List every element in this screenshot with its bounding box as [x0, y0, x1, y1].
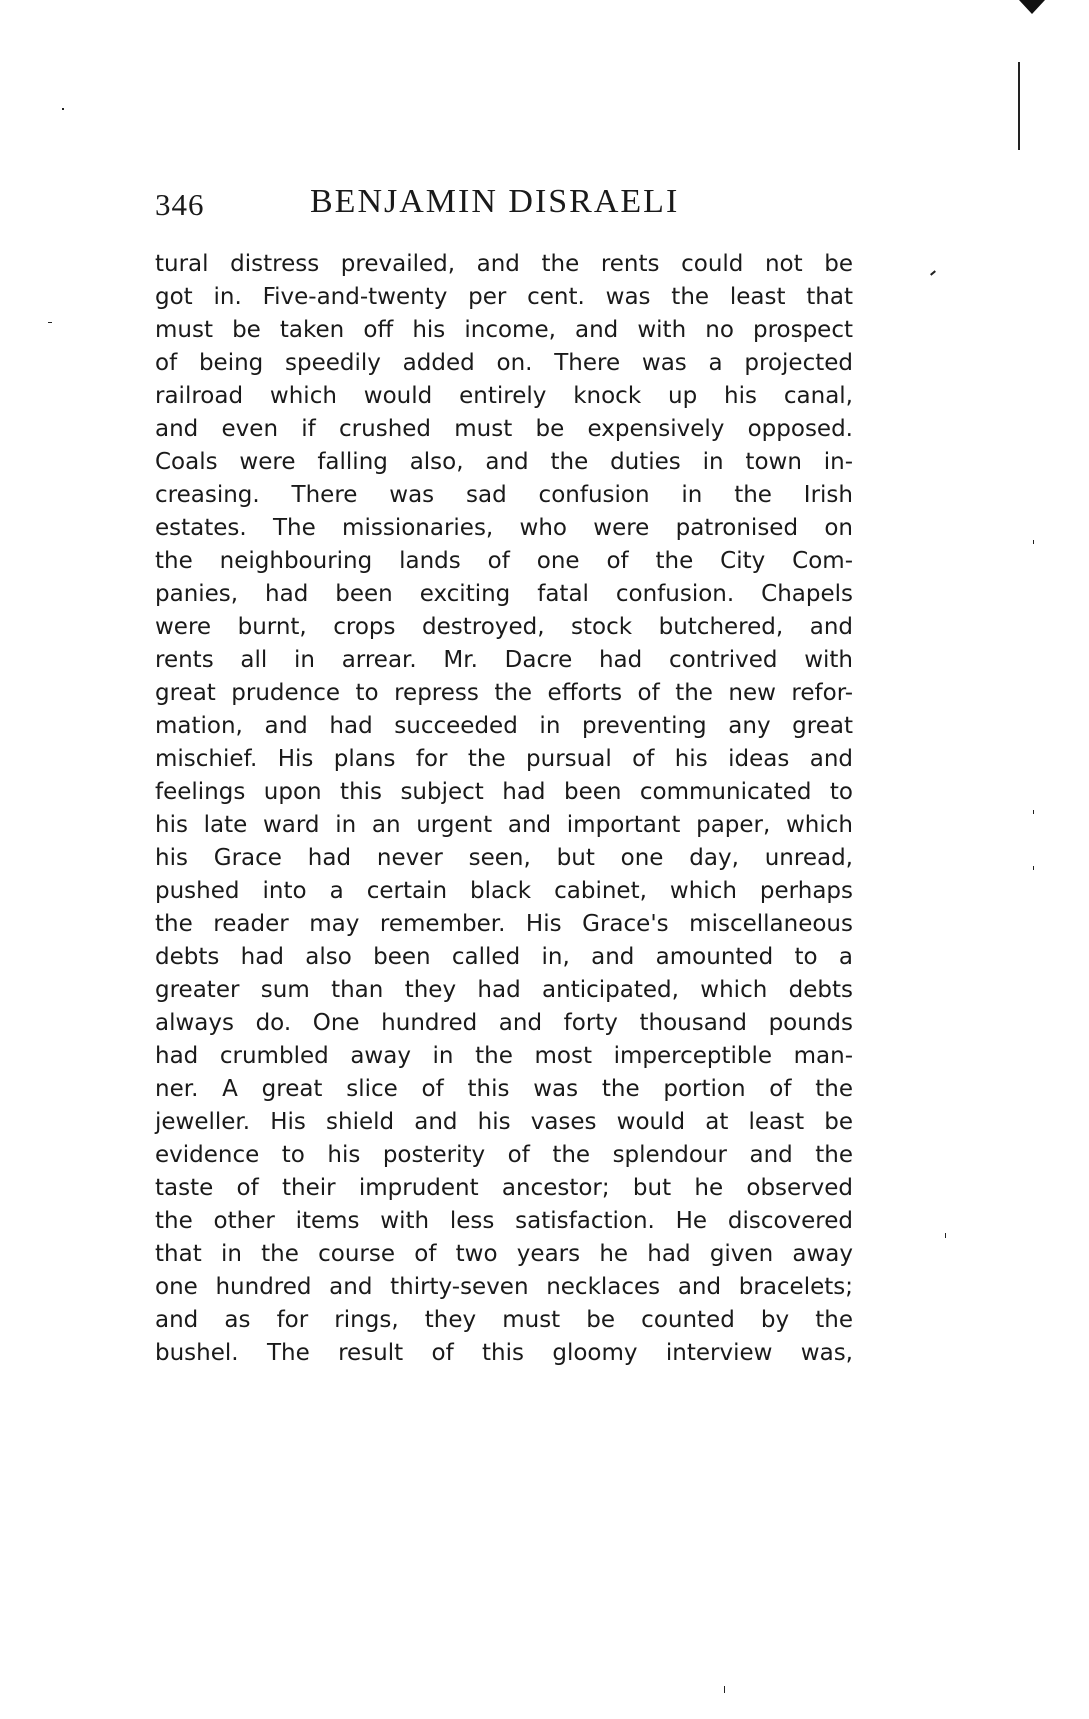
text-line: got in. Five-and-twenty per cent. was the least that [155, 284, 853, 310]
scan-mark [1033, 540, 1034, 544]
text-line: the neighbouring lands of one of the City Com- [155, 548, 853, 574]
page-header [155, 183, 855, 227]
text-line: rents all in arrear. Mr. Dacre had contrived with [155, 647, 853, 673]
text-line: panies, had been exciting fatal confusion. Chapels [155, 581, 853, 607]
text-line: mation, and had succeeded in preventing any great [155, 713, 853, 739]
text-line: the reader may remember. His Grace's miscellaneous [155, 911, 853, 937]
text-line: and even if crushed must be expensively opposed. [155, 416, 853, 442]
scan-mark [945, 1233, 946, 1238]
text-line: feelings upon this subject had been communicated to [155, 779, 853, 805]
scan-mark [62, 108, 64, 110]
text-line: pushed into a certain black cabinet, which perhaps [155, 878, 853, 904]
text-line: of being speedily added on. There was a projected [155, 350, 853, 376]
page-number: 346 [155, 187, 205, 222]
scan-mark [1033, 810, 1034, 814]
text-line: railroad which would entirely knock up his canal, [155, 383, 853, 409]
text-line: great prudence to repress the efforts of the new refor- [155, 680, 853, 706]
text-line: the other items with less satisfaction. He discovered [155, 1208, 853, 1234]
text-line: Coals were falling also, and the duties in town in- [155, 449, 853, 475]
text-line: jeweller. His shield and his vases would at least be [155, 1109, 853, 1135]
text-line: were burnt, crops destroyed, stock butchered, and [155, 614, 853, 640]
text-line: tural distress prevailed, and the rents could not be [155, 251, 853, 277]
text-line: debts had also been called in, and amounted to a [155, 944, 853, 970]
text-line: that in the course of two years he had given away [155, 1241, 853, 1267]
body-text [155, 248, 853, 1370]
text-line: one hundred and thirty-seven necklaces and bracelets; [155, 1274, 853, 1300]
text-line: mischief. His plans for the pursual of his ideas and [155, 746, 853, 772]
text-line: taste of their imprudent ancestor; but he observed [155, 1175, 853, 1201]
text-line: his Grace had never seen, but one day, unread, [155, 845, 853, 871]
scan-mark [724, 1686, 725, 1693]
text-line: ner. A great slice of this was the portion of the [155, 1076, 853, 1102]
text-line: must be taken off his income, and with no prospect [155, 317, 853, 343]
scan-mark [930, 270, 936, 275]
text-line: estates. The missionaries, who were patronised on [155, 515, 853, 541]
text-line: greater sum than they had anticipated, which debts [155, 977, 853, 1003]
text-line: always do. One hundred and forty thousand pounds [155, 1010, 853, 1036]
text-line: creasing. There was sad confusion in the Irish [155, 482, 853, 508]
text-line: and as for rings, they must be counted by the [155, 1307, 853, 1333]
corner-arrow-icon [1019, 0, 1045, 14]
text-line: had crumbled away in the most imperceptible man- [155, 1043, 853, 1069]
text-line: evidence to his posterity of the splendour and the [155, 1142, 853, 1168]
text-line: his late ward in an urgent and important paper, which [155, 812, 853, 838]
running-title: BENJAMIN DISRAELI [310, 183, 680, 220]
text-line: bushel. The result of this gloomy interview was, [155, 1340, 853, 1366]
scan-mark [1033, 866, 1034, 870]
scan-mark [1018, 62, 1020, 150]
scan-mark [48, 322, 52, 323]
